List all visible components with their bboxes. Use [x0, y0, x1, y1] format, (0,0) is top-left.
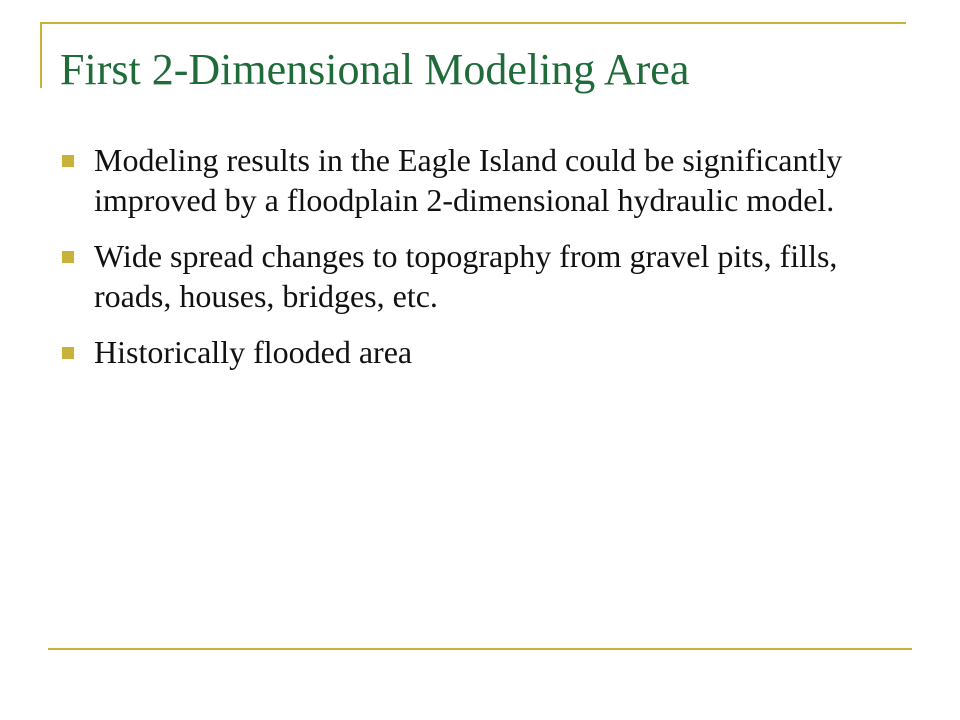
bottom-accent-rule	[48, 648, 912, 650]
square-bullet-icon	[62, 347, 74, 359]
bullet-item	[60, 236, 880, 316]
top-accent-rule	[40, 22, 906, 24]
square-bullet-icon	[62, 155, 74, 167]
bullet-item	[60, 140, 880, 220]
bullet-text: Modeling results in the Eagle Island could be significantly improved by a floodplain 2-dimensional hydraulic model.	[94, 142, 843, 218]
square-bullet-icon	[62, 251, 74, 263]
left-accent-rule	[40, 22, 42, 88]
slide-title: First 2-Dimensional Modeling Area	[60, 45, 690, 94]
bullet-text: Historically flooded area	[94, 334, 413, 370]
bullet-text: Wide spread changes to topography from gravel pits, fills, roads, houses, bridges, etc.	[94, 238, 838, 314]
bullet-item	[60, 332, 880, 372]
bullet-list	[60, 140, 880, 388]
